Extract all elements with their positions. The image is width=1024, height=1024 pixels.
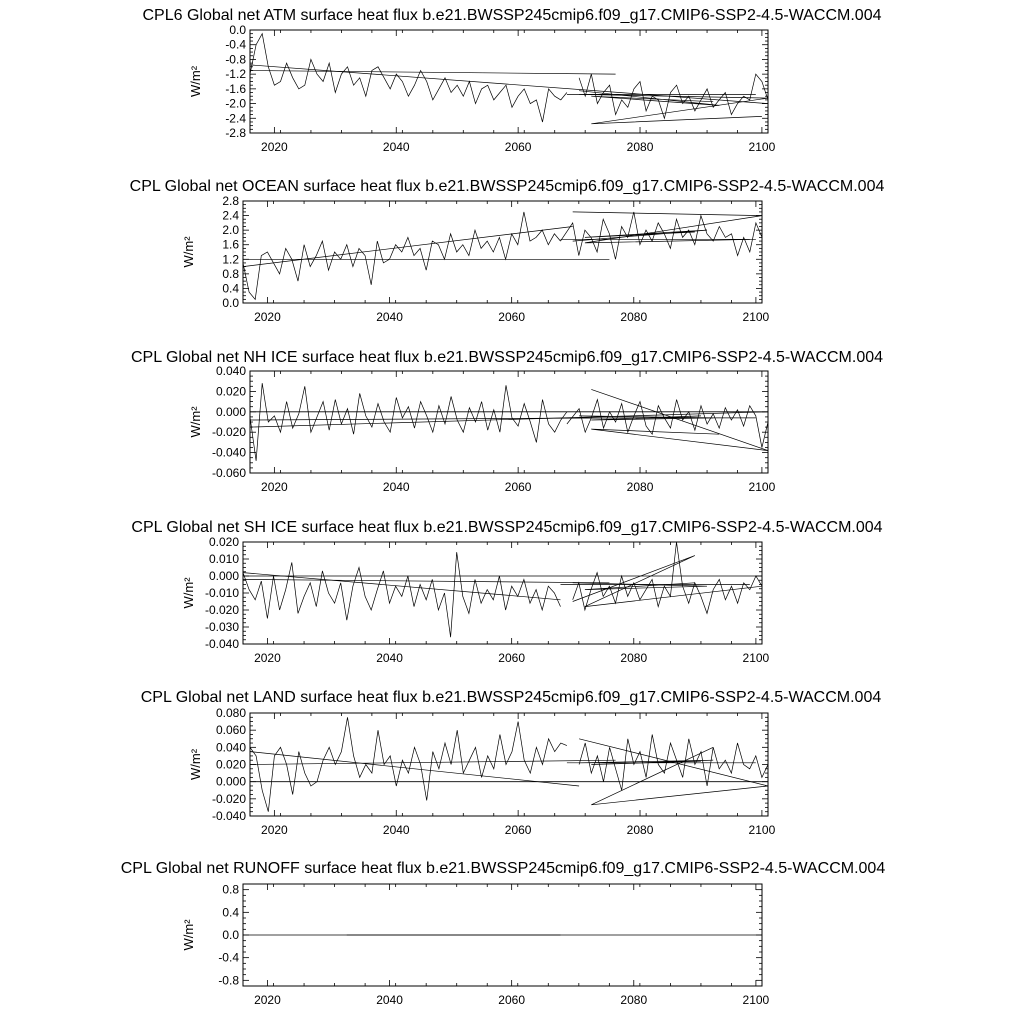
y-tick-label: 0.020 — [215, 757, 246, 772]
y-tick-label: -0.010 — [204, 586, 239, 600]
y-axis-label: W/m² — [181, 577, 196, 609]
series-line-4 — [579, 739, 768, 805]
y-tick-label: 0.000 — [215, 404, 246, 419]
y-axis-label: W/m² — [188, 406, 203, 438]
series-line-0 — [250, 717, 567, 811]
y-tick-label: 0.060 — [215, 723, 246, 738]
y-tick-label: 0.020 — [215, 384, 246, 399]
x-tick-label: 2020 — [254, 993, 281, 1007]
series-line-0 — [250, 34, 567, 122]
y-tick-label: -0.8 — [225, 52, 246, 67]
y-tick-label: 0.0 — [222, 296, 239, 310]
series-line-1 — [573, 542, 762, 613]
x-tick-label: 2100 — [742, 993, 770, 1007]
plot-frame — [250, 713, 768, 816]
x-tick-label: 2060 — [504, 823, 532, 837]
series-line-4 — [573, 556, 762, 607]
chart-title: CPL Global net LAND surface heat flux b.e21.BWSSP245cmip6.f09_g17.CMIP6-SSP2-4.5-WACCM.004 — [140, 689, 882, 706]
series-line-3 — [250, 71, 616, 75]
chart-panel-1 — [130, 178, 885, 324]
y-tick-label: 0.020 — [208, 535, 239, 549]
x-tick-label: 2060 — [498, 993, 526, 1007]
y-tick-label: -0.040 — [204, 637, 239, 651]
y-tick-label: -1.6 — [225, 81, 246, 96]
y-tick-label: 0.000 — [215, 774, 246, 789]
x-tick-label: 2100 — [742, 310, 770, 324]
series-line-0 — [250, 383, 567, 461]
chart-title: CPL6 Global net ATM surface heat flux b.e21.BWSSP245cmip6.f09_g17.CMIP6-SSP2-4.5-WACCM.004 — [142, 7, 882, 24]
y-tick-label: -2.0 — [225, 96, 246, 111]
x-tick-label: 2080 — [620, 651, 648, 665]
y-tick-label: 0.0 — [222, 928, 239, 942]
x-tick-label: 2080 — [626, 823, 654, 837]
x-tick-label: 2060 — [504, 140, 532, 154]
x-tick-label: 2040 — [382, 480, 410, 494]
x-tick-label: 2020 — [261, 480, 288, 494]
x-tick-label: 2080 — [620, 310, 648, 324]
x-tick-label: 2080 — [626, 140, 654, 154]
y-axis-label: W/m² — [188, 748, 203, 781]
x-tick-label: 2100 — [742, 651, 770, 665]
y-tick-label: -0.030 — [204, 620, 239, 634]
y-tick-label: 0.0 — [229, 23, 246, 37]
series-line-4 — [573, 212, 762, 243]
series-line-0 — [243, 212, 561, 300]
y-tick-label: 2.8 — [222, 194, 239, 208]
series-line-1 — [561, 212, 763, 259]
y-tick-label: 0.080 — [215, 706, 246, 720]
x-tick-label: 2020 — [261, 823, 288, 837]
x-tick-label: 2020 — [254, 651, 281, 665]
y-axis-label: W/m² — [181, 919, 196, 951]
y-tick-label: 1.2 — [222, 252, 239, 267]
series-line-4 — [579, 94, 768, 123]
y-tick-label: 0.8 — [222, 882, 239, 897]
y-tick-label: -1.2 — [225, 67, 246, 82]
chart-panel-2 — [131, 349, 883, 494]
y-tick-label: 2.4 — [222, 208, 239, 223]
y-tick-label: 0.4 — [222, 905, 239, 920]
chart-title: CPL Global net SH ICE surface heat flux b.e21.BWSSP245cmip6.f09_g17.CMIP6-SSP2-4.5-WACCM.004 — [131, 519, 883, 536]
y-tick-label: -0.020 — [211, 791, 246, 806]
x-tick-label: 2040 — [376, 310, 403, 324]
y-tick-label: -2.8 — [225, 126, 246, 140]
y-tick-label: 2.0 — [222, 223, 239, 238]
x-tick-label: 2040 — [382, 823, 410, 837]
y-tick-label: 1.6 — [222, 237, 239, 252]
chart-title: CPL Global net NH ICE surface heat flux b.e21.BWSSP245cmip6.f09_g17.CMIP6-SSP2-4.5-WACCM.004 — [130, 349, 884, 366]
y-tick-label: -0.4 — [225, 37, 246, 52]
x-tick-label: 2040 — [376, 651, 403, 665]
x-tick-label: 2040 — [376, 993, 403, 1007]
y-tick-label: -0.060 — [211, 466, 246, 480]
chart-title: CPL Global net RUNOFF surface heat flux b.e21.BWSSP245cmip6.f09_g17.CMIP6-SSP2-4.5-WACCM.004 — [120, 860, 886, 877]
y-tick-label: 0.040 — [215, 740, 246, 755]
y-tick-label: 0.8 — [222, 266, 239, 281]
plot-frame — [250, 30, 768, 133]
y-tick-label: 0.000 — [208, 569, 239, 583]
series-line-3 — [243, 579, 609, 582]
chart-panel-0 — [142, 7, 881, 154]
x-tick-label: 2040 — [382, 140, 410, 154]
y-axis-label: W/m² — [181, 236, 196, 268]
x-tick-label: 2100 — [748, 140, 776, 154]
y-tick-label: -0.040 — [211, 809, 246, 823]
y-tick-label: -0.020 — [211, 425, 246, 440]
x-tick-label: 2060 — [498, 651, 526, 665]
y-tick-label: 0.4 — [222, 281, 239, 296]
plot-frame — [243, 201, 762, 303]
y-axis-label: W/m² — [188, 65, 203, 98]
y-tick-label: -0.4 — [218, 950, 239, 965]
series-line-2 — [250, 65, 768, 104]
x-tick-label: 2080 — [620, 993, 648, 1007]
chart-panel-4 — [141, 689, 882, 837]
x-tick-label: 2020 — [254, 310, 281, 324]
y-tick-label: 0.010 — [208, 552, 239, 566]
x-tick-label: 2060 — [504, 480, 532, 494]
series-line-2 — [250, 752, 579, 786]
x-tick-label: 2080 — [626, 480, 654, 494]
x-tick-label: 2100 — [748, 480, 776, 494]
x-tick-label: 2020 — [261, 140, 288, 154]
chart-panel-3 — [131, 519, 882, 665]
x-tick-label: 2060 — [498, 310, 526, 324]
series-line-0 — [243, 552, 561, 637]
y-tick-label: 0.040 — [215, 364, 246, 378]
y-tick-label: -0.040 — [211, 445, 246, 460]
y-tick-label: -0.020 — [204, 603, 239, 617]
chart-title: CPL Global net OCEAN surface heat flux b.e21.BWSSP245cmip6.f09_g17.CMIP6-SSP2-4.5-WACCM.004 — [129, 178, 885, 195]
series-line-2 — [243, 227, 573, 267]
y-tick-label: -0.8 — [218, 973, 239, 988]
series-line-3 — [250, 760, 616, 764]
x-tick-label: 2100 — [748, 823, 776, 837]
y-tick-label: -2.4 — [225, 111, 246, 126]
chart-panel-5 — [121, 860, 886, 1007]
